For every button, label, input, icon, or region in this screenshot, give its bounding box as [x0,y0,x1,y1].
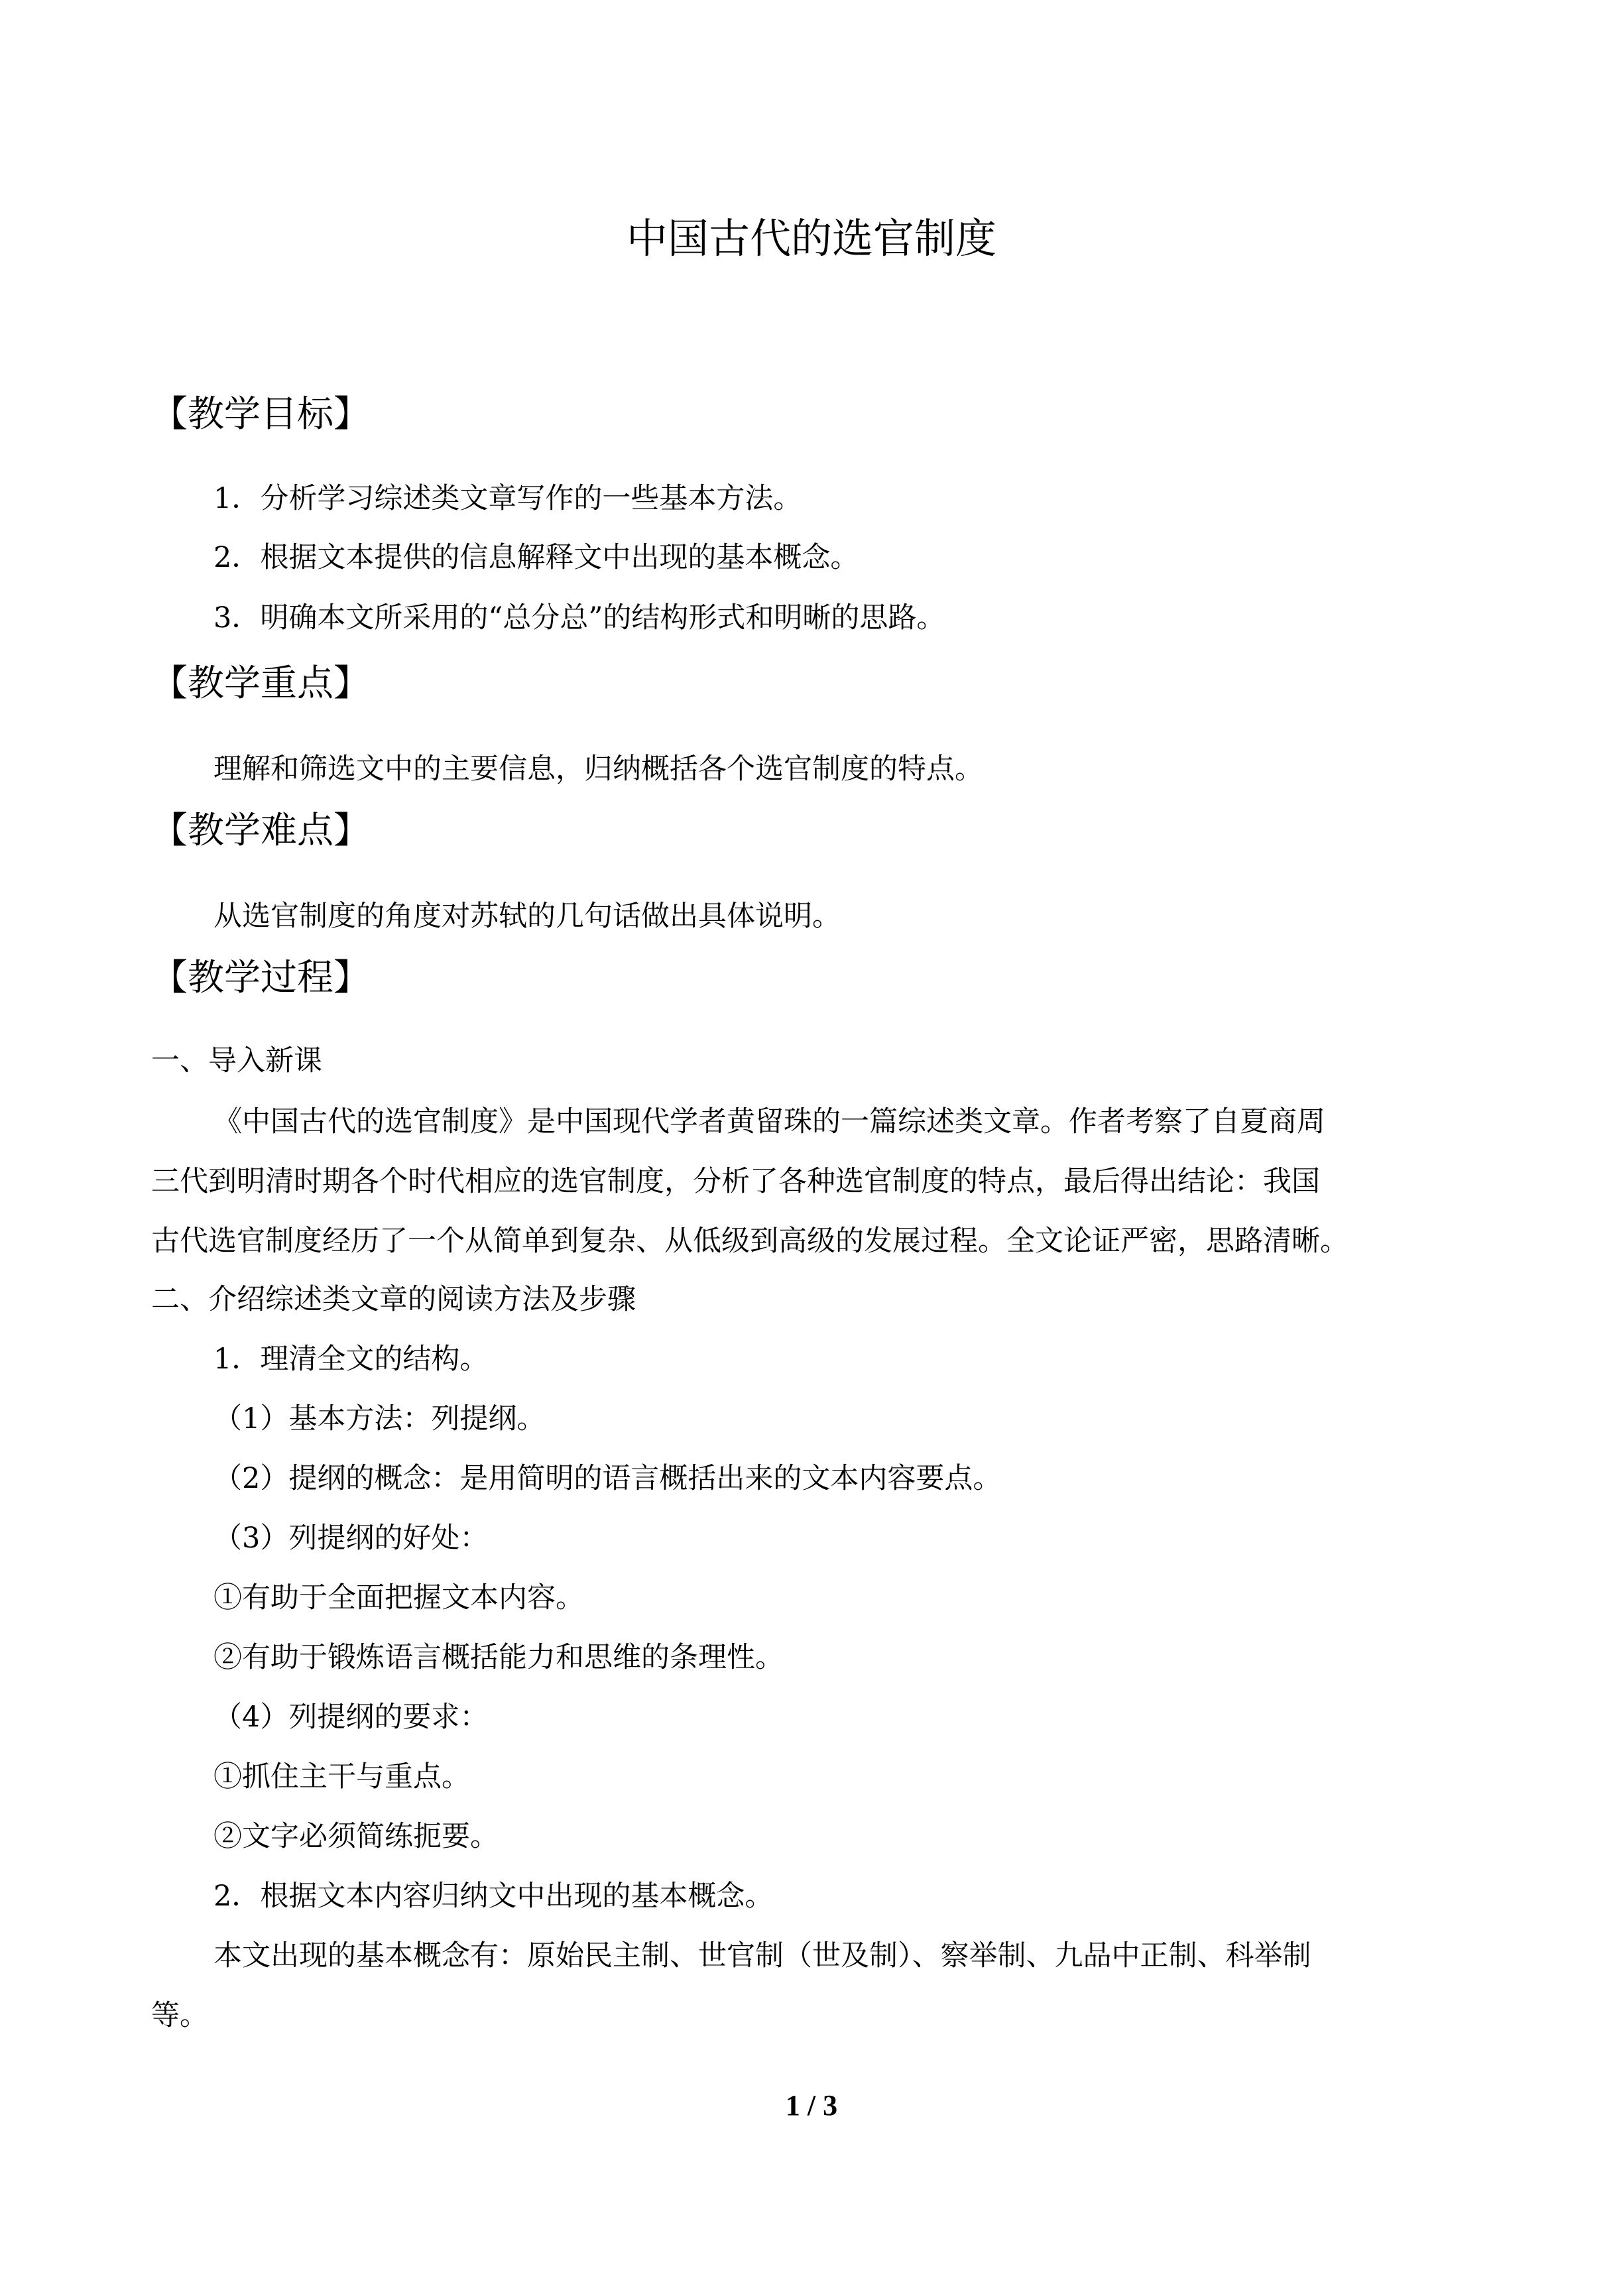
part1-heading: 一、导入新课 [151,1044,322,1077]
step1-a: （1）基本方法：列提纲。 [213,1402,546,1435]
step2-line-2: 等。 [151,1999,208,2032]
heading-difficulties: 【教学难点】 [151,809,371,851]
objective-item-3: 3．明确本文所采用的“总分总”的结构形式和明晰的思路。 [213,601,945,634]
objective-item-2: 2．根据文本提供的信息解释文中出现的基本概念。 [213,541,859,574]
key-points-text: 理解和筛选文中的主要信息，归纳概括各个选官制度的特点。 [213,753,983,786]
step1-b: （2）提纲的概念：是用简明的语言概括出来的文本内容要点。 [213,1462,1002,1495]
part1-line-2: 三代到明清时期各个时代相应的选官制度，分析了各种选官制度的特点，最后得出结论：我国 [151,1165,1320,1198]
part1-line-1: 《中国古代的选官制度》是中国现代学者黄留珠的一篇综述类文章。作者考察了自夏商周 [213,1105,1325,1138]
heading-objectives: 【教学目标】 [151,393,371,435]
part2-heading: 二、介绍综述类文章的阅读方法及步骤 [151,1283,636,1316]
step1-c1: ①有助于全面把握文本内容。 [213,1581,584,1614]
step1: 1．理清全文的结构。 [213,1343,489,1376]
step1-d: （4）列提纲的要求： [213,1701,489,1734]
step1-d1: ①抓住主干与重点。 [213,1760,470,1793]
step1-c2: ②有助于锻炼语言概括能力和思维的条理性。 [213,1641,784,1674]
step1-d2: ②文字必须简练扼要。 [213,1820,499,1853]
step1-c: （3）列提纲的好处： [213,1522,489,1555]
difficulties-text: 从选官制度的角度对苏轼的几句话做出具体说明。 [213,900,841,933]
part1-line-3: 古代选官制度经历了一个从简单到复杂、从低级到高级的发展过程。全文论证严密，思路清晰。 [151,1225,1349,1258]
step2-line-1: 本文出现的基本概念有：原始民主制、世官制（世及制）、察举制、九品中正制、科举制 [213,1939,1311,1972]
heading-process: 【教学过程】 [151,956,371,998]
page-number: 1 / 3 [785,2089,838,2122]
step2: 2．根据文本内容归纳文中出现的基本概念。 [213,1880,774,1913]
objective-item-1: 1．分析学习综述类文章写作的一些基本方法。 [213,482,802,515]
heading-key-points: 【教学重点】 [151,662,371,704]
page-title: 中国古代的选官制度 [626,214,996,263]
